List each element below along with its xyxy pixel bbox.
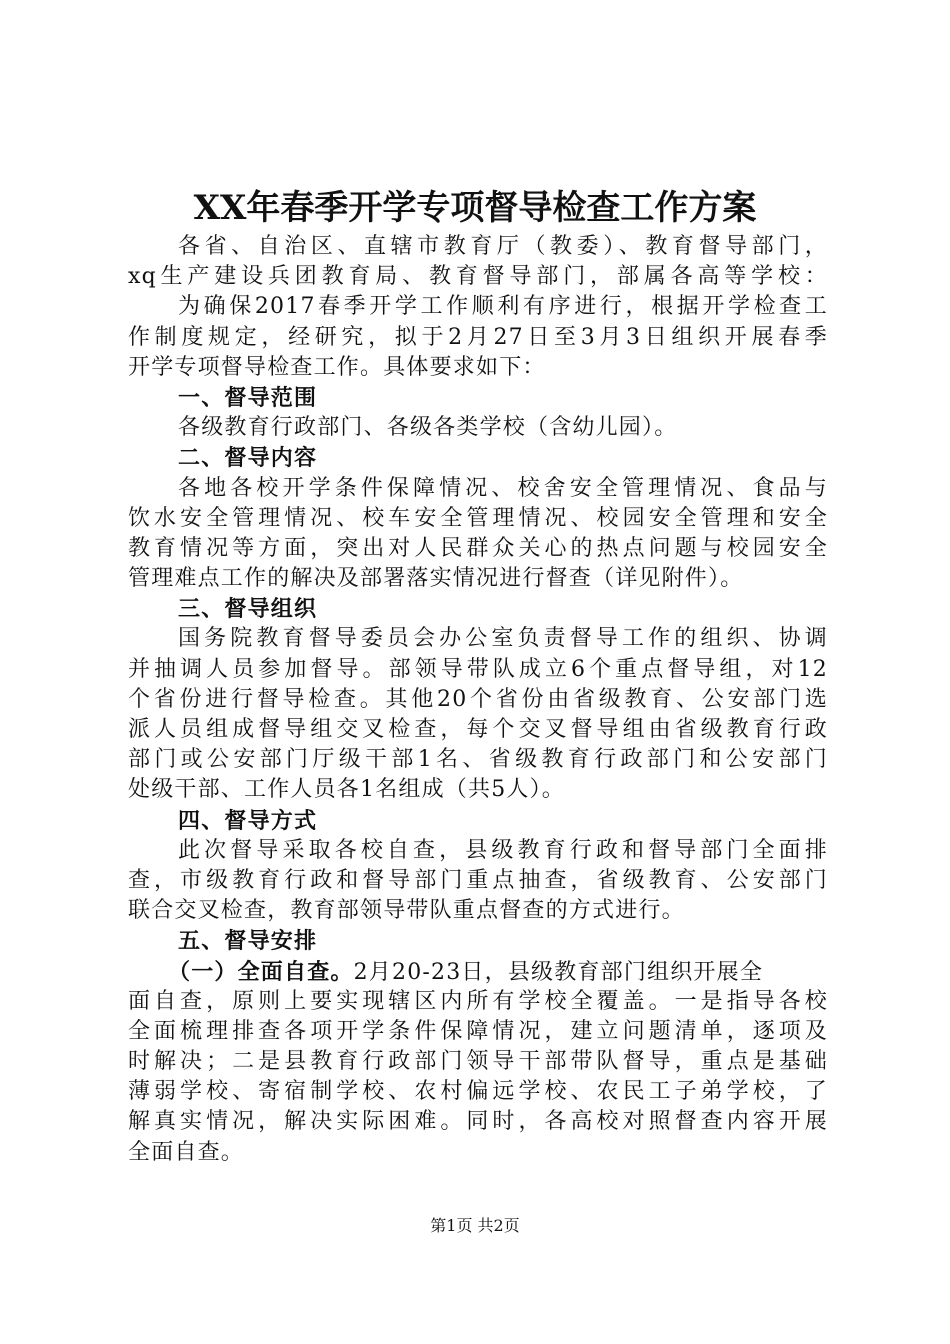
paragraph-line: 国务院教育督导委员会办公室负责督导工作的组织、协调 [178, 626, 828, 652]
paragraph-line: 解真实情况，解决实际困难。同时，各高校对照督查内容开展 [128, 1109, 828, 1135]
section-heading-organization: 三、督导组织 [178, 596, 318, 623]
section-heading-arrangement: 五、督导安排 [178, 928, 318, 955]
section-heading-method: 四、督导方式 [178, 807, 318, 834]
paragraph-line: 处级干部、工作人员各1名组成（共5人）。 [128, 777, 565, 803]
paragraph-line: 薄弱学校、寄宿制学校、农村偏远学校、农民工子弟学校，了 [128, 1079, 828, 1105]
document-title: XX年春季开学专项督导检查工作方案 [193, 188, 757, 228]
paragraph-line: 教育情况等方面，突出对人民群众关心的热点问题与校园安全 [128, 535, 828, 561]
paragraph-line: 各省、自治区、直辖市教育厅（教委）、教育督导部门， [178, 234, 828, 259]
paragraph-line: 全面梳理排查各项开学条件保障情况，建立问题清单，逐项及 [128, 1018, 828, 1044]
paragraph-line: 饮水安全管理情况、校车安全管理情况、校园安全管理和安全 [128, 505, 828, 531]
paragraph-line: 时解决；二是县教育行政部门领导干部带队督导，重点是基础 [128, 1049, 828, 1075]
paragraph-line: 联合交叉检查，教育部领导带队重点督查的方式进行。 [128, 898, 685, 924]
paragraph-line [128, 957, 828, 987]
paragraph-line: 各级教育行政部门、各级各类学校（含幼儿园）。 [178, 415, 678, 441]
paragraph-line: 查，市级教育行政和督导部门重点抽查，省级教育、公安部门 [128, 867, 828, 893]
paragraph-line: 开学专项督导检查工作。具体要求如下： [128, 354, 546, 380]
paragraph-line: 为确保2017春季开学工作顺利有序进行，根据开学检查工 [178, 294, 828, 320]
paragraph-line: 全面自查。 [128, 1139, 245, 1165]
paragraph-line: 个省份进行督导检查。其他20个省份由省级教育、公安部门选 [128, 686, 828, 712]
document-body [128, 232, 828, 1168]
paragraph-line: 面自查，原则上要实现辖区内所有学校全覆盖。一是指导各校 [128, 988, 828, 1014]
paragraph-line: 管理难点工作的解决及部署落实情况进行督查（详见附件）。 [128, 566, 744, 592]
paragraph-text: 2月20-23日，县级教育部门组织开展全 [353, 959, 764, 985]
paragraph-line: 并抽调人员参加督导。部领导带队成立6个重点督导组，对12 [128, 656, 828, 682]
paragraph-line: 部门或公安部门厅级干部1名、省级教育行政部门和公安部门 [128, 747, 828, 773]
sub-heading-self-check: （一）全面自查。 [168, 958, 354, 985]
paragraph-line: 作制度规定，经研究，拟于2月27日至3月3日组织开展春季 [128, 324, 828, 350]
paragraph-line: 各地各校开学条件保障情况、校舍安全管理情况、食品与 [178, 475, 828, 501]
paragraph-line: xq生产建设兵团教育局、教育督导部门，部属各高等学校： [128, 264, 828, 290]
paragraph-line: 此次督导采取各校自查，县级教育行政和督导部门全面排 [178, 837, 828, 863]
section-heading-scope: 一、督导范围 [178, 384, 318, 411]
paragraph-line: 派人员组成督导组交叉检查，每个交叉督导组由省级教育行政 [128, 717, 828, 742]
page-number-footer: 第1页 共2页 [430, 1216, 520, 1235]
section-heading-content: 二、督导内容 [178, 445, 318, 472]
